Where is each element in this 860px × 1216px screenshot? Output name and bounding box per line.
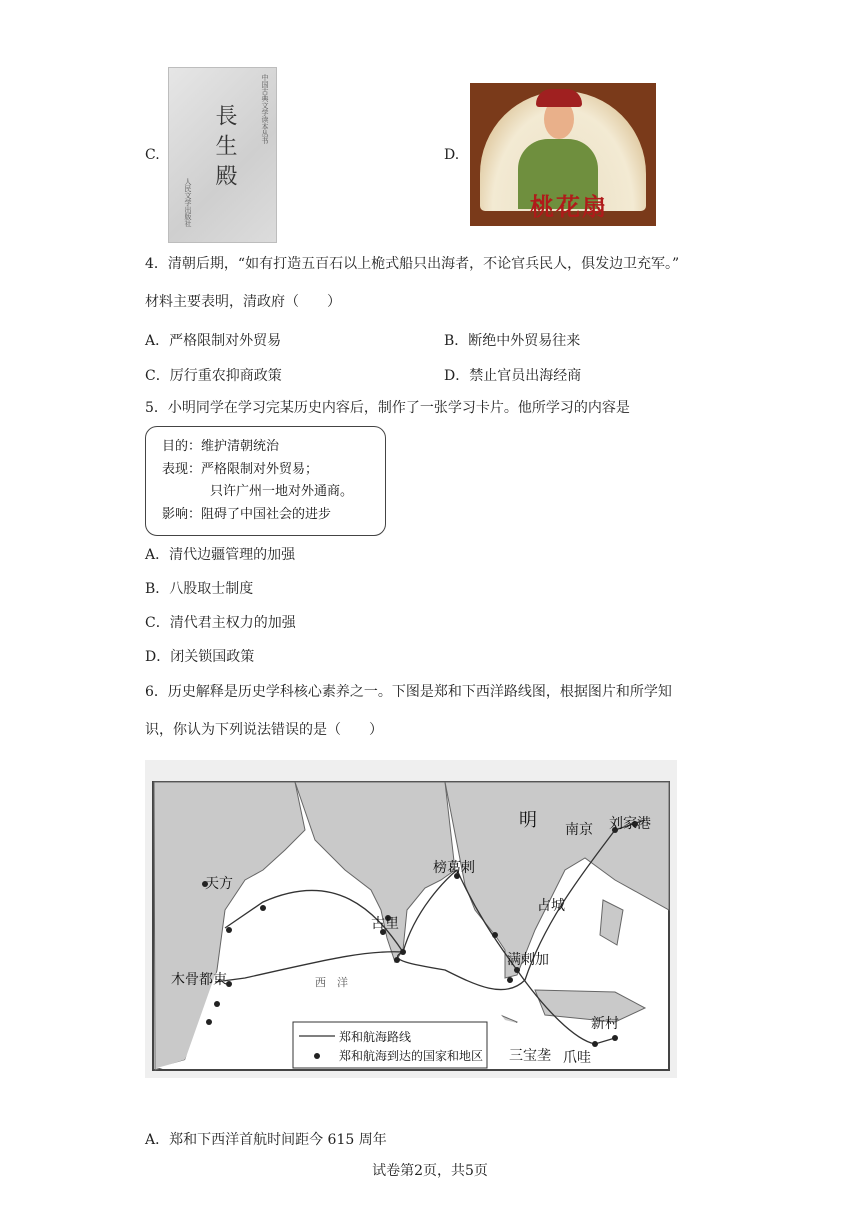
legend-places: 郑和航海到达的国家和地区	[339, 1049, 484, 1063]
q4-stem-line2: 材料主要表明，清政府（ ）	[145, 294, 341, 310]
label-nanjing: 南京	[565, 822, 593, 838]
q5-option-a[interactable]: A．清代边疆管理的加强	[145, 547, 296, 563]
q5-option-d[interactable]: D．闭关锁国政策	[145, 649, 255, 665]
q6-option-a[interactable]: A．郑和下西洋首航时间距今 615 周年	[145, 1132, 387, 1148]
label-xiyang: 西 洋	[315, 976, 348, 989]
label-guli: 古里	[371, 916, 399, 932]
q5-option-b[interactable]: B．八股取士制度	[145, 581, 254, 597]
q4-option-b[interactable]: B．断绝中外贸易往来	[444, 333, 581, 349]
poster-title-text: 桃花扇	[530, 192, 608, 221]
label-tianfang: 天方	[205, 876, 233, 892]
label-java: 爪哇	[563, 1050, 591, 1066]
q4-option-c[interactable]: C．厉行重农抑商政策	[145, 368, 282, 384]
card-manifestation-cont: 只许广州一地对外通商。	[210, 484, 354, 499]
card-impact: 影响：阻碍了中国社会的进步	[162, 507, 332, 522]
q6-stem-line1: 6．历史解释是历史学科核心素养之一。下图是郑和下西洋路线图，根据图片和所学知	[145, 684, 672, 700]
label-zhancheng: 占城	[537, 898, 565, 914]
changshengdian-book-cover-image	[168, 67, 277, 243]
label-xincun: 新村	[591, 1016, 619, 1032]
label-ming: 明	[519, 810, 537, 831]
label-sanbaolong: 三宝垄	[509, 1048, 551, 1064]
card-purpose: 目的：维护清朝统治	[162, 439, 280, 454]
cover-series-text: 中国古典文学读本丛书	[261, 74, 269, 144]
option-c-label: C.	[145, 147, 160, 163]
option-d-label: D.	[444, 147, 460, 163]
q4-stem-line1: 4．清朝后期，“如有打造五百石以上桅式船只出海者，不论官兵民人，俱发边卫充军。”	[145, 256, 680, 272]
figure-headdress	[536, 89, 582, 107]
q6-stem-line2: 识，你认为下列说法错误的是（ ）	[145, 722, 383, 738]
label-liujiagang: 刘家港	[609, 816, 651, 832]
study-card	[145, 426, 386, 536]
map-legend	[293, 1022, 487, 1068]
page-footer: 试卷第2页，共5页	[372, 1163, 488, 1179]
q4-option-a[interactable]: A．严格限制对外贸易	[145, 333, 282, 349]
q5-option-c[interactable]: C．清代君主权力的加强	[145, 615, 296, 631]
zheng-he-voyage-map	[145, 760, 677, 1078]
cover-title-text: 長生殿	[212, 104, 237, 194]
card-manifestation: 表现：严格限制对外贸易；	[162, 462, 319, 477]
label-bengala: 榜葛剌	[433, 860, 475, 876]
q5-stem: 5．小明同学在学习完某历史内容后，制作了一张学习卡片。他所学习的内容是	[145, 400, 630, 416]
taohuashan-poster-image	[470, 83, 656, 226]
legend-route: 郑和航海路线	[339, 1030, 412, 1044]
q4-option-d[interactable]: D．禁止官员出海经商	[444, 368, 582, 384]
label-malacca: 满剌加	[507, 952, 549, 968]
cover-publisher-text: 人民文学出版社	[184, 178, 192, 227]
label-mogadishu: 木骨都束	[171, 972, 227, 988]
